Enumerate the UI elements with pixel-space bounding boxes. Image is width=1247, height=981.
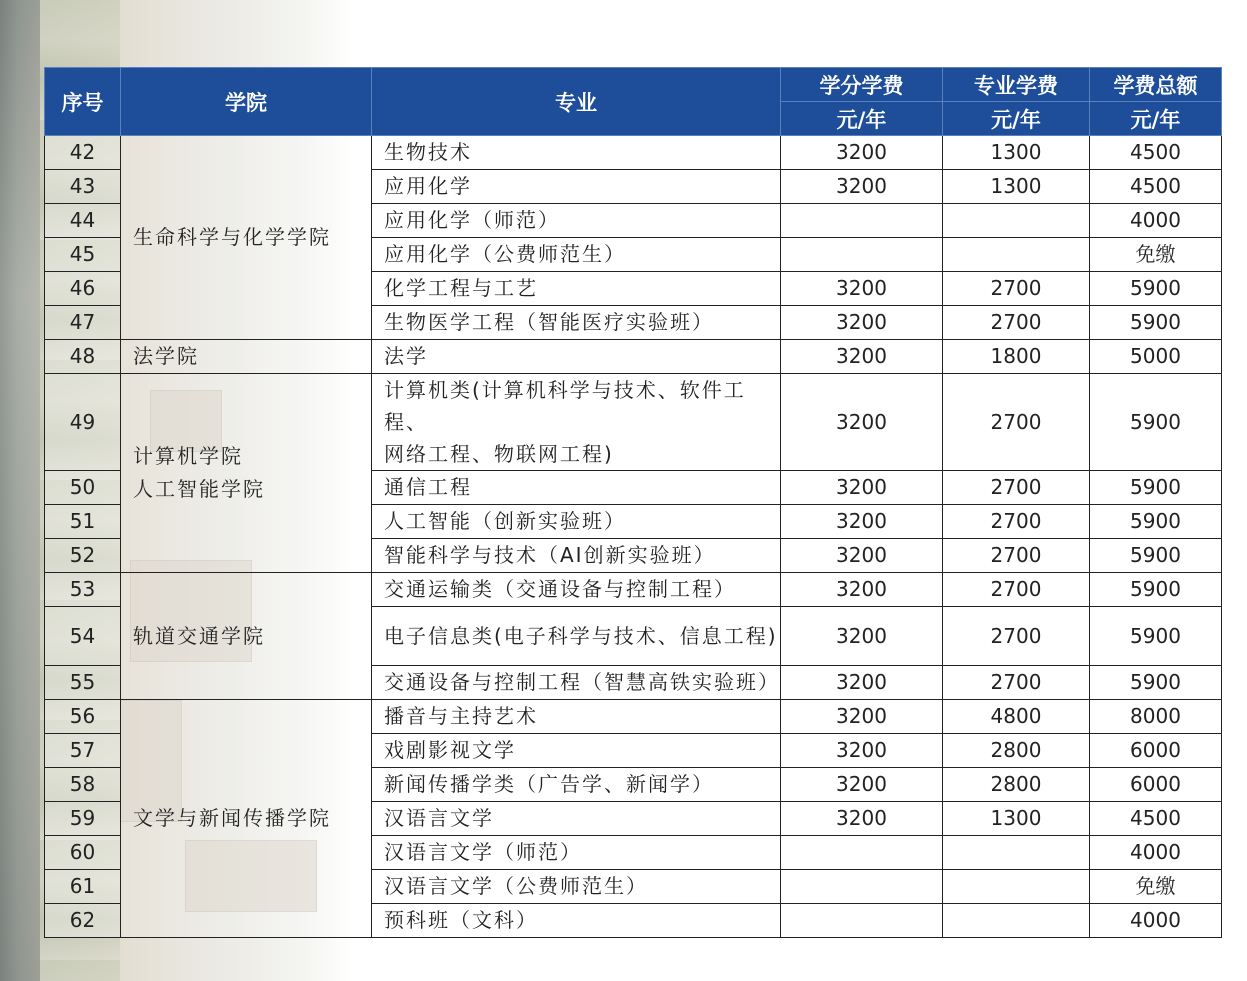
header-major: 专业 bbox=[372, 68, 781, 136]
table-row bbox=[45, 573, 1222, 607]
row-credit-fee: 3200 bbox=[781, 539, 943, 573]
row-major-fee: 1300 bbox=[943, 170, 1090, 204]
row-credit-fee bbox=[781, 836, 943, 870]
row-credit-fee: 3200 bbox=[781, 136, 943, 170]
row-major-fee: 1300 bbox=[943, 802, 1090, 836]
row-major: 应用化学 bbox=[372, 170, 781, 204]
row-major: 新闻传播学类（广告学、新闻学） bbox=[372, 768, 781, 802]
row-seq: 51 bbox=[45, 505, 121, 539]
row-major-fee: 2700 bbox=[943, 573, 1090, 607]
row-major-fee bbox=[943, 904, 1090, 938]
row-major: 交通设备与控制工程（智慧高铁实验班） bbox=[372, 666, 781, 700]
row-major: 电子信息类(电子科学与技术、信息工程) bbox=[372, 607, 781, 666]
college-life-sciences: 生命科学与化学学院 bbox=[121, 136, 372, 340]
college-computer-line2: 人工智能学院 bbox=[133, 477, 265, 501]
header-total-fee: 学费总额 bbox=[1090, 68, 1222, 102]
college-computer-ai bbox=[121, 374, 372, 573]
row-major: 交通运输类（交通设备与控制工程） bbox=[372, 573, 781, 607]
row-seq: 49 bbox=[45, 374, 121, 471]
row-seq: 48 bbox=[45, 340, 121, 374]
row-major: 通信工程 bbox=[372, 471, 781, 505]
college-literature-journalism: 文学与新闻传播学院 bbox=[121, 700, 372, 938]
row-seq: 52 bbox=[45, 539, 121, 573]
row-credit-fee: 3200 bbox=[781, 768, 943, 802]
row-credit-fee bbox=[781, 870, 943, 904]
row-total-fee: 6000 bbox=[1090, 768, 1222, 802]
row-major-fee: 2700 bbox=[943, 471, 1090, 505]
header-credit-unit: 元/年 bbox=[781, 102, 943, 136]
row-total-fee: 4500 bbox=[1090, 170, 1222, 204]
row-major-line2: 网络工程、物联网工程) bbox=[384, 442, 614, 466]
header-credit-fee: 学分学费 bbox=[781, 68, 943, 102]
row-total-fee: 4500 bbox=[1090, 802, 1222, 836]
row-credit-fee: 3200 bbox=[781, 802, 943, 836]
row-total-fee: 5900 bbox=[1090, 272, 1222, 306]
row-seq: 44 bbox=[45, 204, 121, 238]
row-seq: 55 bbox=[45, 666, 121, 700]
row-major: 预科班（文科） bbox=[372, 904, 781, 938]
row-credit-fee: 3200 bbox=[781, 306, 943, 340]
row-seq: 61 bbox=[45, 870, 121, 904]
row-major-fee: 1800 bbox=[943, 340, 1090, 374]
row-credit-fee: 3200 bbox=[781, 700, 943, 734]
fee-table-container bbox=[44, 67, 1221, 938]
row-credit-fee: 3200 bbox=[781, 734, 943, 768]
college-rail-transit: 轨道交通学院 bbox=[121, 573, 372, 700]
college-law: 法学院 bbox=[121, 340, 372, 374]
row-major-fee: 2700 bbox=[943, 272, 1090, 306]
fee-table bbox=[44, 67, 1222, 938]
row-seq: 59 bbox=[45, 802, 121, 836]
row-major: 汉语言文学（公费师范生） bbox=[372, 870, 781, 904]
row-major: 汉语言文学（师范） bbox=[372, 836, 781, 870]
row-major: 戏剧影视文学 bbox=[372, 734, 781, 768]
background-road bbox=[0, 0, 40, 981]
row-credit-fee: 3200 bbox=[781, 607, 943, 666]
row-credit-fee: 3200 bbox=[781, 272, 943, 306]
table-header bbox=[45, 68, 1222, 136]
row-major: 播音与主持艺术 bbox=[372, 700, 781, 734]
row-credit-fee: 3200 bbox=[781, 340, 943, 374]
row-major-fee: 2700 bbox=[943, 539, 1090, 573]
college-computer-line1: 计算机学院 bbox=[133, 444, 243, 468]
row-major: 应用化学（师范） bbox=[372, 204, 781, 238]
row-credit-fee bbox=[781, 238, 943, 272]
row-seq: 47 bbox=[45, 306, 121, 340]
row-major: 人工智能（创新实验班） bbox=[372, 505, 781, 539]
row-major-fee: 2800 bbox=[943, 734, 1090, 768]
row-total-fee: 5000 bbox=[1090, 340, 1222, 374]
row-total-fee: 4000 bbox=[1090, 204, 1222, 238]
row-total-fee: 5900 bbox=[1090, 539, 1222, 573]
row-seq: 45 bbox=[45, 238, 121, 272]
row-credit-fee bbox=[781, 204, 943, 238]
row-major-fee bbox=[943, 870, 1090, 904]
table-row bbox=[45, 340, 1222, 374]
row-seq: 50 bbox=[45, 471, 121, 505]
row-major-fee bbox=[943, 238, 1090, 272]
header-seq: 序号 bbox=[45, 68, 121, 136]
row-seq: 46 bbox=[45, 272, 121, 306]
row-total-fee: 5900 bbox=[1090, 607, 1222, 666]
row-seq: 62 bbox=[45, 904, 121, 938]
row-total-fee: 免缴 bbox=[1090, 238, 1222, 272]
header-major-unit: 元/年 bbox=[943, 102, 1090, 136]
header-total-unit: 元/年 bbox=[1090, 102, 1222, 136]
row-credit-fee: 3200 bbox=[781, 170, 943, 204]
row-seq: 42 bbox=[45, 136, 121, 170]
row-seq: 57 bbox=[45, 734, 121, 768]
row-major-fee: 2700 bbox=[943, 666, 1090, 700]
row-major-fee bbox=[943, 204, 1090, 238]
row-major: 生物技术 bbox=[372, 136, 781, 170]
row-total-fee: 免缴 bbox=[1090, 870, 1222, 904]
row-major: 应用化学（公费师范生） bbox=[372, 238, 781, 272]
row-major-fee bbox=[943, 836, 1090, 870]
table-row bbox=[45, 374, 1222, 471]
row-seq: 56 bbox=[45, 700, 121, 734]
row-major-fee: 2800 bbox=[943, 768, 1090, 802]
row-credit-fee: 3200 bbox=[781, 374, 943, 471]
row-credit-fee: 3200 bbox=[781, 505, 943, 539]
row-total-fee: 8000 bbox=[1090, 700, 1222, 734]
table-row bbox=[45, 136, 1222, 170]
row-major: 汉语言文学 bbox=[372, 802, 781, 836]
table-body bbox=[45, 136, 1222, 938]
row-total-fee: 5900 bbox=[1090, 505, 1222, 539]
row-total-fee: 5900 bbox=[1090, 666, 1222, 700]
row-major: 生物医学工程（智能医疗实验班） bbox=[372, 306, 781, 340]
row-total-fee: 5900 bbox=[1090, 374, 1222, 471]
header-college: 学院 bbox=[121, 68, 372, 136]
table-row bbox=[45, 700, 1222, 734]
row-major-fee: 2700 bbox=[943, 607, 1090, 666]
row-seq: 54 bbox=[45, 607, 121, 666]
row-major bbox=[372, 374, 781, 471]
row-major: 智能科学与技术（AI创新实验班） bbox=[372, 539, 781, 573]
row-total-fee: 5900 bbox=[1090, 471, 1222, 505]
row-seq: 60 bbox=[45, 836, 121, 870]
row-total-fee: 6000 bbox=[1090, 734, 1222, 768]
row-total-fee: 4500 bbox=[1090, 136, 1222, 170]
row-credit-fee: 3200 bbox=[781, 471, 943, 505]
row-credit-fee: 3200 bbox=[781, 573, 943, 607]
row-seq: 53 bbox=[45, 573, 121, 607]
row-total-fee: 5900 bbox=[1090, 306, 1222, 340]
row-major-fee: 4800 bbox=[943, 700, 1090, 734]
row-major-line1: 计算机类(计算机科学与技术、软件工程、 bbox=[384, 378, 746, 434]
row-major-fee: 2700 bbox=[943, 505, 1090, 539]
row-major: 法学 bbox=[372, 340, 781, 374]
row-major-fee: 2700 bbox=[943, 374, 1090, 471]
row-major: 化学工程与工艺 bbox=[372, 272, 781, 306]
row-credit-fee: 3200 bbox=[781, 666, 943, 700]
row-seq: 43 bbox=[45, 170, 121, 204]
row-major-fee: 2700 bbox=[943, 306, 1090, 340]
row-credit-fee bbox=[781, 904, 943, 938]
row-total-fee: 4000 bbox=[1090, 836, 1222, 870]
row-total-fee: 5900 bbox=[1090, 573, 1222, 607]
header-major-fee: 专业学费 bbox=[943, 68, 1090, 102]
row-major-fee: 1300 bbox=[943, 136, 1090, 170]
row-total-fee: 4000 bbox=[1090, 904, 1222, 938]
row-seq: 58 bbox=[45, 768, 121, 802]
